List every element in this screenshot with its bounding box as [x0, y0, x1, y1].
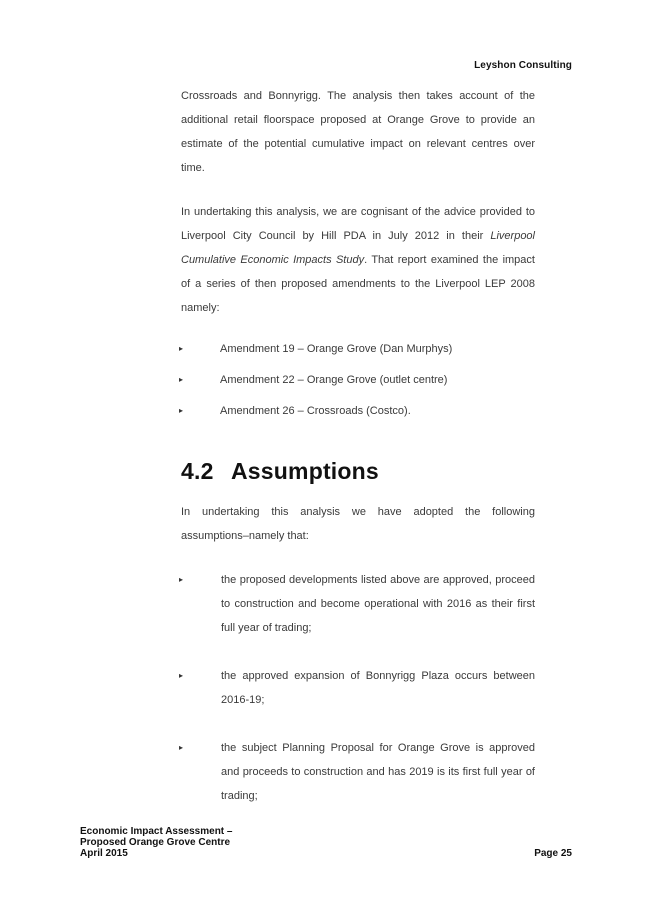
assumptions-list	[181, 568, 535, 808]
list-item-text: the proposed developments listed above are approved, proceed to construction and become operational with 2016 as their first full year of trading;	[221, 574, 535, 634]
assumptions-intro: In undertaking this analysis we have adopted the following assumptions–namely that:	[181, 506, 535, 542]
list-item	[181, 736, 535, 808]
list-item	[181, 664, 535, 712]
assumptions-section	[181, 500, 535, 832]
bullet-icon: ▸	[179, 375, 184, 384]
section-number: 4.2	[181, 458, 214, 484]
bullet-icon: ▸	[179, 743, 184, 752]
section-title: Assumptions	[231, 458, 379, 484]
bullet-icon: ▸	[179, 406, 184, 415]
list-item	[181, 337, 535, 361]
study-title: Liverpool Cumulative Economic Impacts Study	[181, 230, 535, 266]
paragraph-2-part-b: . That report examined the impact of a series of then proposed amendments to the Liverpool LEP 2008 namely:	[181, 254, 535, 314]
footer-line-1: Economic Impact Assessment –	[80, 826, 233, 837]
list-item-text: the subject Planning Proposal for Orange Grove is approved and proceeds to construction and has 2019 is its first full year of trading;	[221, 742, 535, 802]
amendments-list	[181, 337, 535, 423]
list-item-text: Amendment 19 – Orange Grove (Dan Murphys)	[220, 343, 453, 355]
list-item	[181, 368, 535, 392]
section-heading	[181, 458, 379, 485]
paragraph-2-part-a: In undertaking this analysis, we are cognisant of the advice provided to Liverpool City Council by Hill PDA in July 2012 in their	[181, 206, 535, 242]
list-item	[181, 568, 535, 640]
footer-line-2: Proposed Orange Grove Centre	[80, 837, 231, 848]
footer-document-info	[80, 826, 232, 859]
list-item	[181, 399, 535, 423]
paragraph-2	[181, 200, 535, 320]
bullet-icon: ▸	[179, 671, 184, 680]
intro-section	[181, 84, 535, 430]
bullet-icon: ▸	[179, 575, 184, 584]
page-number: Page 25	[534, 848, 572, 859]
list-item-text: the approved expansion of Bonnyrigg Plaza occurs between 2016-19;	[221, 670, 535, 706]
footer-line-3: April 2015	[80, 848, 128, 859]
list-item-text: Amendment 22 – Orange Grove (outlet centre)	[220, 374, 448, 386]
header-company: Leyshon Consulting	[474, 60, 572, 71]
bullet-icon: ▸	[179, 344, 184, 353]
list-item-text: Amendment 26 – Crossroads (Costco).	[220, 405, 411, 417]
paragraph-1: Crossroads and Bonnyrigg. The analysis then takes account of the additional retail floorspace proposed at Orange Grove to provide an estimate of the potential cumulative impact on relevant centres over time.	[181, 90, 535, 174]
